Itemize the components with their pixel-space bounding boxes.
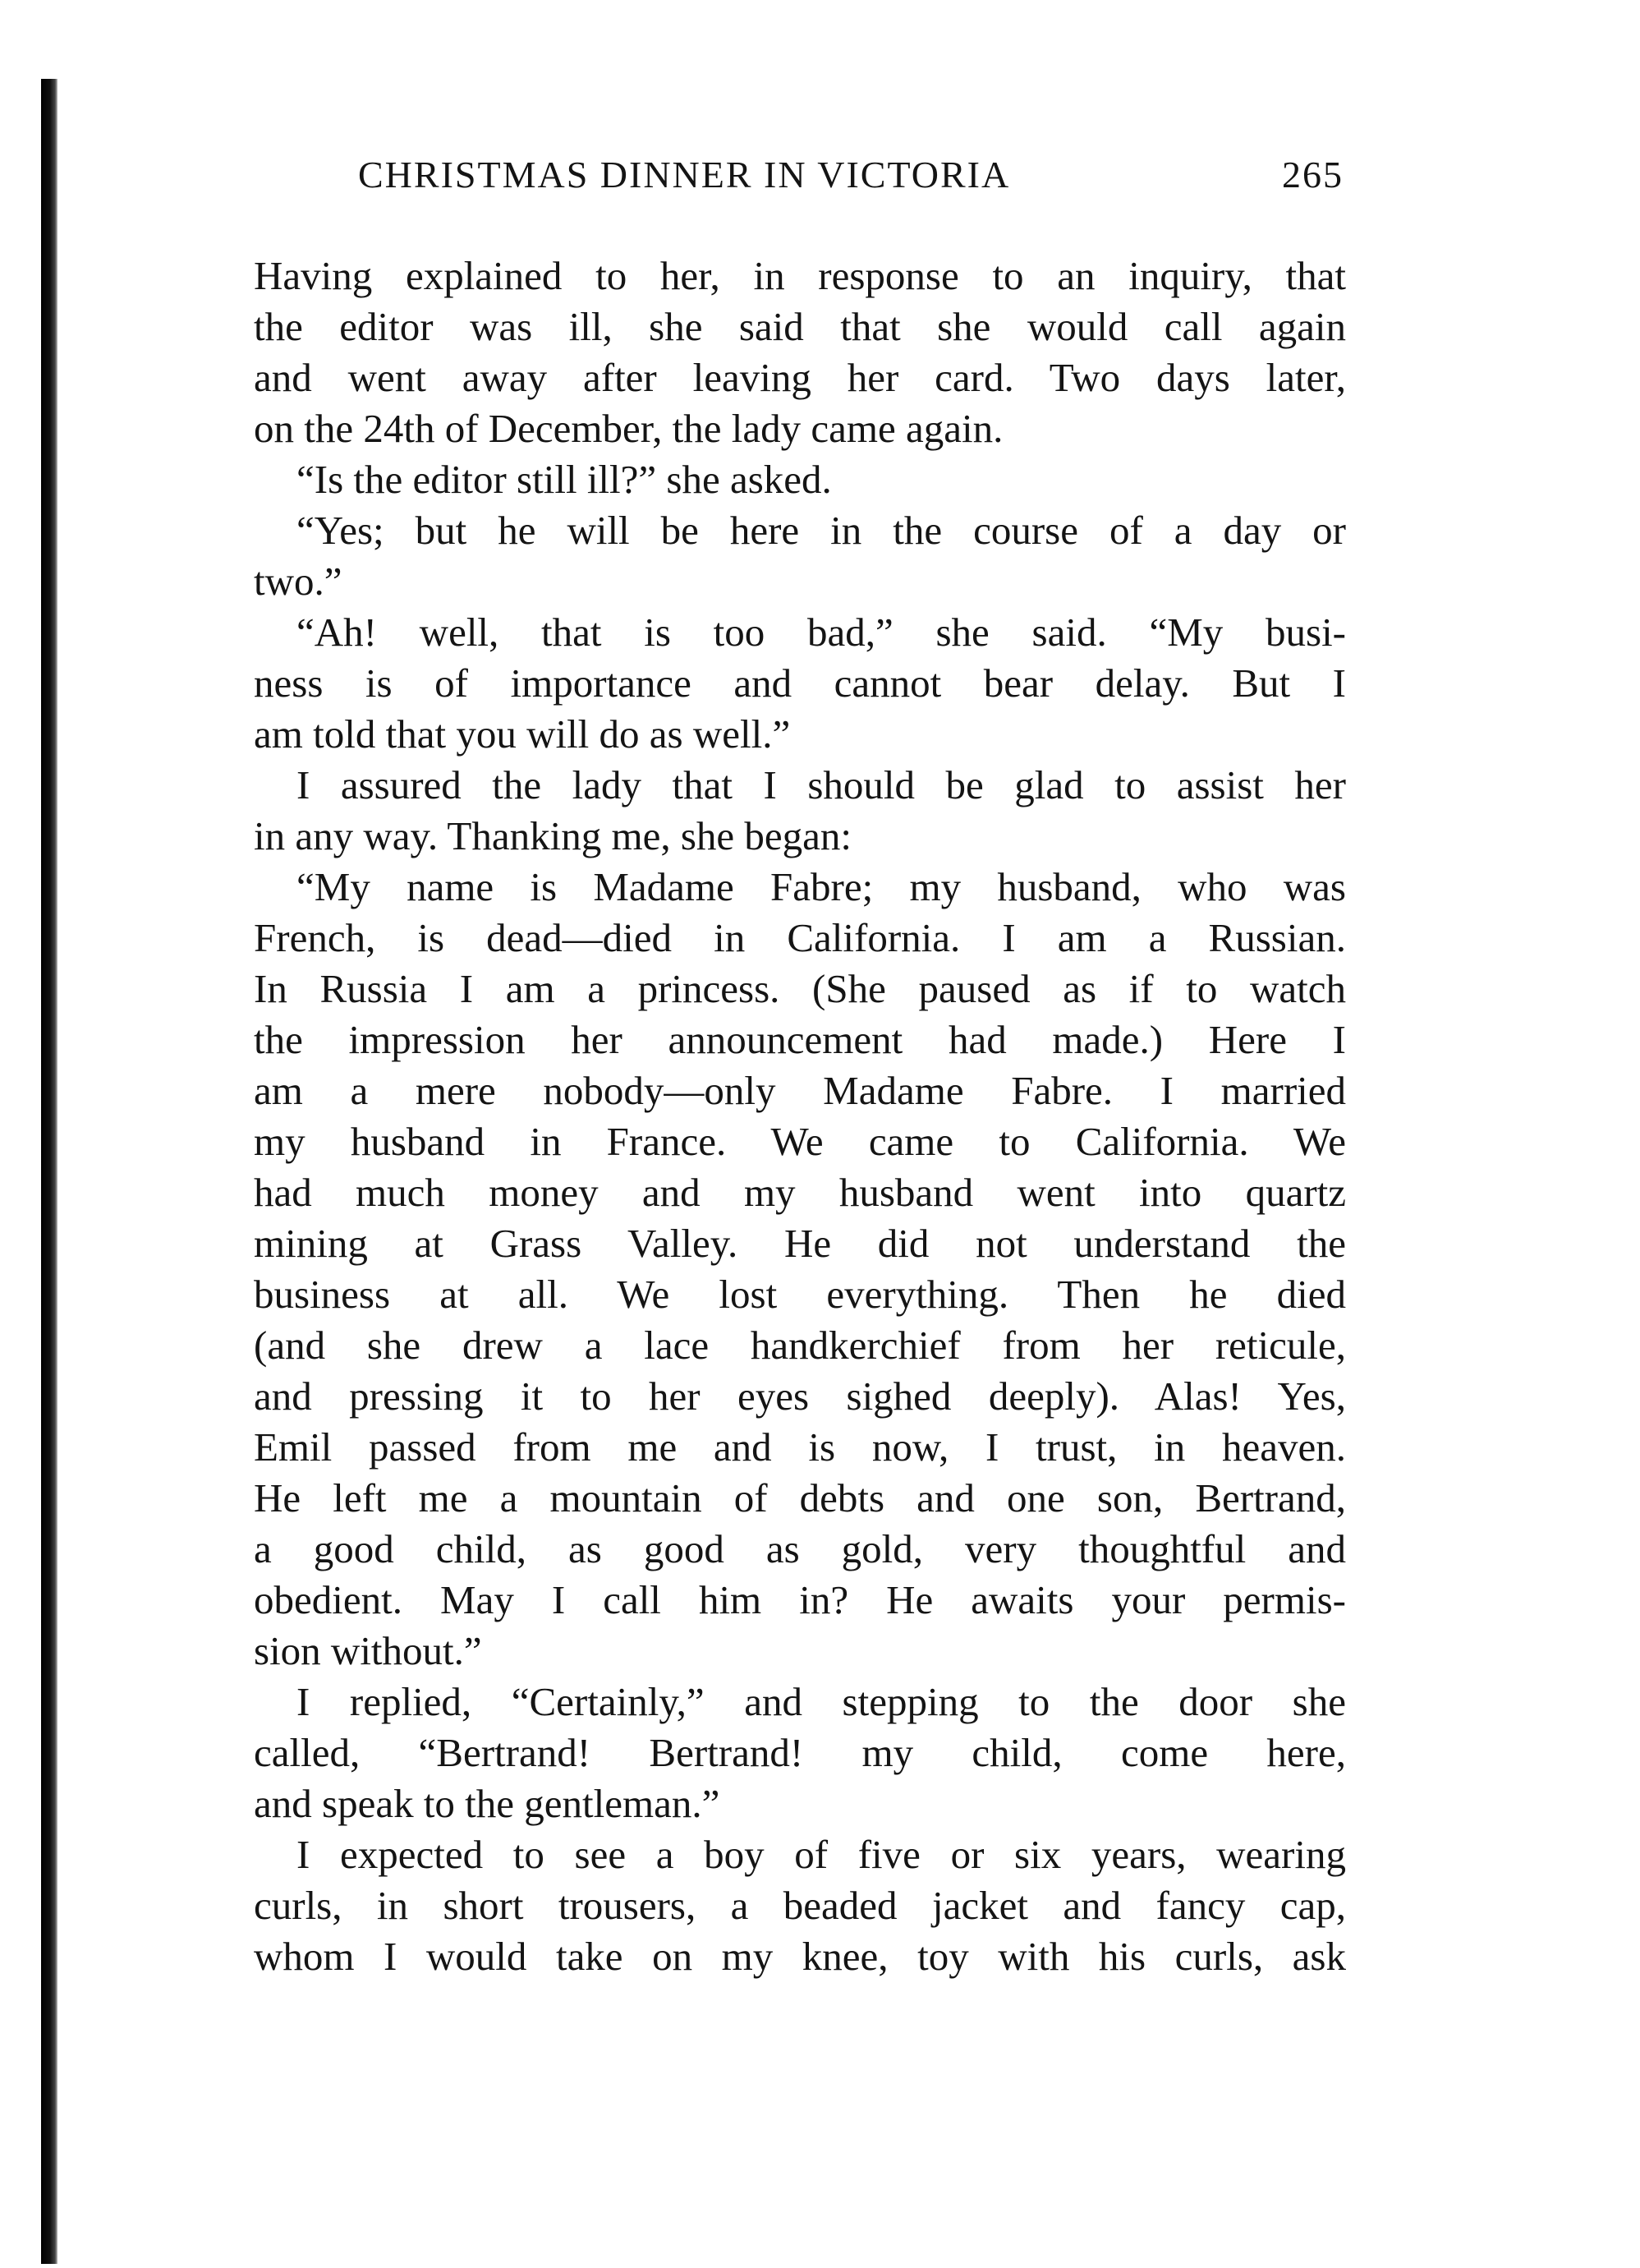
page-number: 265: [1282, 154, 1344, 196]
text-line: two.”: [254, 559, 342, 604]
text-line: Emil passed from me and is now, I trust, in heaven.: [254, 1424, 1346, 1470]
text-line: had much money and my husband went into quartz: [254, 1170, 1346, 1215]
book-binding-edge: [41, 79, 57, 2264]
text-line: the editor was ill, she said that she would call again: [254, 304, 1346, 349]
text-line: “Yes; but he will be here in the course of a day or: [296, 508, 1346, 553]
text-line: called, “Bertrand! Bertrand! my child, come here,: [254, 1730, 1346, 1775]
text-line: (and she drew a lace handkerchief from her reticule,: [254, 1323, 1346, 1368]
text-line: “Is the editor still ill?” she asked.: [296, 457, 832, 502]
text-line: I replied, “Certainly,” and stepping to the door she: [296, 1679, 1346, 1724]
text-line: curls, in short trousers, a beaded jacket and fancy cap,: [254, 1883, 1346, 1928]
body-text: [254, 251, 1346, 1982]
text-line: on the 24th of December, the lady came again.: [254, 406, 1004, 451]
running-title: CHRISTMAS DINNER IN VICTORIA: [358, 154, 1011, 196]
text-line: am a mere nobody—only Madame Fabre. I married: [254, 1068, 1346, 1113]
text-line: ness is of importance and cannot bear delay. But I: [254, 660, 1346, 706]
text-line: my husband in France. We came to California. We: [254, 1119, 1346, 1164]
text-line: In Russia I am a princess. (She paused as if to watch: [254, 966, 1346, 1011]
text-line: and speak to the gentleman.”: [254, 1781, 720, 1826]
page-header: [358, 153, 1344, 196]
text-line: I expected to see a boy of five or six years, wearing: [296, 1832, 1346, 1877]
text-line: am told that you will do as well.”: [254, 711, 791, 757]
text-line: and went away after leaving her card. Two days later,: [254, 355, 1346, 400]
text-line: “My name is Madame Fabre; my husband, who was: [296, 864, 1346, 909]
text-line: Having explained to her, in response to an inquiry, that: [254, 253, 1346, 298]
text-line: the impression her announcement had made.) Here I: [254, 1017, 1346, 1062]
text-line: obedient. May I call him in? He awaits your permis-: [254, 1577, 1346, 1622]
text-line: French, is dead—died in California. I am a Russian.: [254, 915, 1346, 960]
text-line: He left me a mountain of debts and one son, Bertrand,: [254, 1475, 1346, 1520]
text-line: and pressing it to her eyes sighed deeply). Alas! Yes,: [254, 1373, 1346, 1419]
text-line: business at all. We lost everything. Then he died: [254, 1272, 1346, 1317]
text-line: sion without.”: [254, 1628, 482, 1673]
text-line: I assured the lady that I should be glad to assist her: [296, 762, 1346, 807]
text-line: “Ah! well, that is too bad,” she said. “My busi-: [296, 610, 1346, 655]
text-line: mining at Grass Valley. He did not understand the: [254, 1221, 1346, 1266]
text-line: whom I would take on my knee, toy with his curls, ask: [254, 1934, 1346, 1979]
text-line: a good child, as good as gold, very thoughtful and: [254, 1526, 1346, 1571]
text-line: in any way. Thanking me, she began:: [254, 813, 852, 858]
